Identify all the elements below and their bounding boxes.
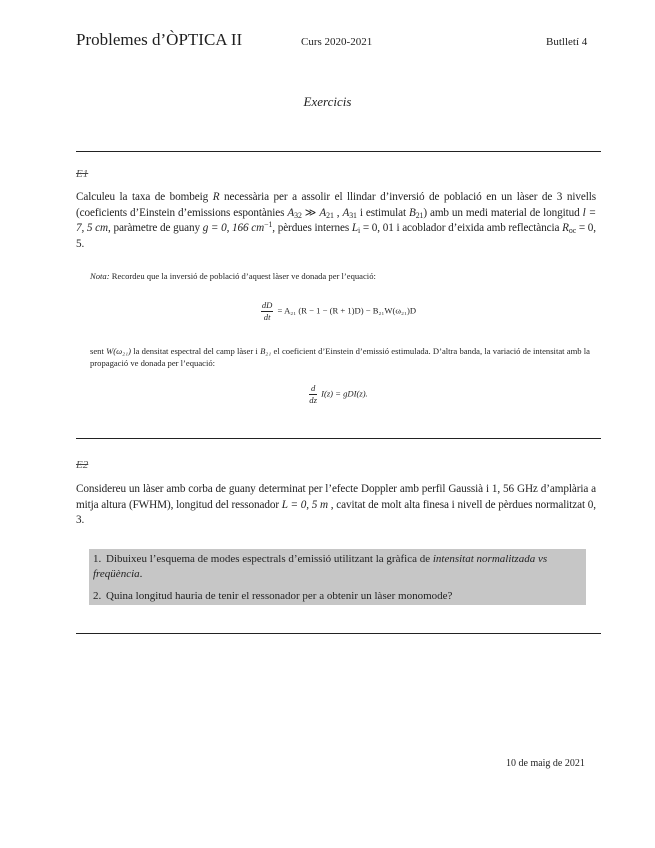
statement-text: , cavitat de molt alta finesa i nivell de pèrdues normalitzat 0, 3. xyxy=(76,498,596,526)
subscript: oc xyxy=(568,226,577,235)
symbol-A32: A xyxy=(287,206,295,219)
subscript: 32 xyxy=(294,210,302,220)
note-text: Recordeu que la inversió de població d’aquest làser ve donada per l’equació: xyxy=(109,271,376,281)
equation-population-inversion xyxy=(76,300,601,323)
exercise-1-statement xyxy=(76,190,596,252)
symbol-B21: B xyxy=(408,206,416,219)
statement-text: ) amb un medi material de longitud xyxy=(423,206,583,219)
symbol-Li: L xyxy=(351,222,359,234)
symbol-W: W(ω₂₁) xyxy=(106,346,132,356)
document-date: 10 de maig de 2021 xyxy=(506,758,585,769)
exercise-2-label: E2 xyxy=(76,459,89,471)
item-number: 2. xyxy=(93,590,102,602)
fraction-denominator: dz xyxy=(309,395,317,405)
exercise-1-note xyxy=(90,270,590,282)
symbol-R: R xyxy=(212,191,220,203)
losses-value: = 0, 01 xyxy=(360,222,394,234)
course-year: Curs 2020-2021 xyxy=(301,36,373,48)
note-text: la densitat espectral del camp làser i xyxy=(131,346,261,356)
fraction-numerator: d xyxy=(310,383,316,393)
superscript: −1 xyxy=(264,220,273,229)
item-number: 1. xyxy=(93,553,102,565)
resonator-length-value: L = 0, 5 m xyxy=(281,498,328,511)
item-emphasis: intensitat normalitzada vs freqüència xyxy=(93,553,548,580)
fraction-numerator: dD xyxy=(261,300,273,310)
item-text-end: . xyxy=(139,568,143,580)
statement-text: Considereu un làser amb corba de guany determinat per l’efecte Doppler amb perfil Gaussià i 1, 56 GHz d’amplària a mitja altura (FWHM), longitud del ressonador xyxy=(76,483,596,511)
note-label: Nota: xyxy=(90,271,110,281)
statement-text: i estimulat xyxy=(356,206,409,219)
gain-value: g = 0, 166 cm xyxy=(202,222,265,234)
subscript: 31 xyxy=(349,210,357,220)
symbol-A21: A xyxy=(319,206,327,219)
statement-text: , pèrdues internes xyxy=(272,222,352,234)
note-text: sent xyxy=(90,346,107,356)
item-text: Dibuixeu l’esquema de modes espectrals d’emissió utilitzant la gràfica de xyxy=(106,553,433,565)
equation-rhs: I(z) = gDI(z). xyxy=(321,388,368,399)
question-item-1 xyxy=(93,552,583,582)
divider-top xyxy=(76,151,601,152)
statement-text: i acoblador d’eixida amb reflectància xyxy=(393,222,563,234)
exercise-1-note-continued xyxy=(90,345,590,369)
item-text: Quina longitud hauria de tenir el ressonador per a obtenir un làser monomode? xyxy=(106,590,453,602)
fraction xyxy=(309,383,317,406)
bulletin-number: Butlletí 4 xyxy=(546,36,588,48)
length-value: l = 7, 5 cm xyxy=(76,206,597,234)
equation-rhs: = A₂₁ (R − 1 − (R + 1)D) − B₂₁W(ω₂₁)D xyxy=(277,305,417,316)
symbol-much-greater: ≫ xyxy=(301,206,320,219)
statement-text: necessària per a assolir el llindar d’inversió de població en un làser de 3 nivells (coeficients d’Einstein d’emissions espontànies xyxy=(76,191,596,219)
divider-bottom xyxy=(76,633,601,634)
subscript: 21 xyxy=(326,210,334,220)
subscript: 21 xyxy=(415,210,424,220)
exercise-1-label: E1 xyxy=(76,168,89,180)
symbol-A31: A xyxy=(342,206,350,219)
subscript: i xyxy=(358,226,361,235)
reflectance-value: = 0, 5. xyxy=(76,222,596,250)
exercise-2-statement xyxy=(76,482,596,529)
fraction xyxy=(261,300,274,323)
statement-text: , paràmetre de guany xyxy=(108,222,203,234)
separator: , xyxy=(333,206,343,219)
section-title: Exercicis xyxy=(303,94,352,109)
symbol-Roc: R xyxy=(562,222,569,234)
question-item-2 xyxy=(93,589,583,604)
divider-middle xyxy=(76,438,601,439)
statement-text: Calculeu la taxa de bombeig xyxy=(76,191,213,203)
fraction-denominator: dt xyxy=(263,312,271,322)
document-title: Problemes d’ÒPTICA II xyxy=(76,30,243,49)
equation-intensity xyxy=(76,383,601,406)
note-text: el coeficient d’Einstein d’emissió estimulada. D’altra banda, la variació de intensitat amb la propagació ve donada per l’equació: xyxy=(90,346,590,368)
symbol-B: B₂₁ xyxy=(260,346,272,356)
